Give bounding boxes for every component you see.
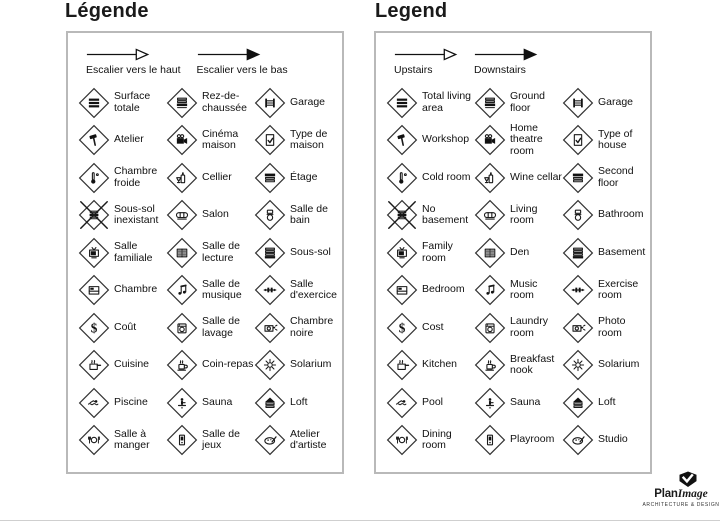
legend-item-second-floor (562, 159, 648, 197)
page-bottom-edge (0, 520, 720, 521)
legend-item-label: Total living area (422, 90, 472, 114)
legend-grid-french (68, 76, 342, 459)
legend-item-exercise-room (254, 272, 340, 310)
legend-item-label: Garage (290, 95, 326, 108)
legend-item-home-theatre (474, 122, 562, 160)
legend-item-label: Chambre noire (290, 315, 334, 339)
legend-item-breakfast-nook (166, 347, 254, 385)
legend-panel-french (66, 31, 344, 474)
legend-item-label: Salle de lavage (202, 315, 240, 339)
legend-item-label: Sous-sol inexistant (114, 202, 159, 227)
legend-item-living-room (474, 197, 562, 235)
legend-item-label: Laundry room (510, 315, 548, 339)
living-room-icon (166, 199, 198, 231)
legend-item-second-floor (254, 159, 340, 197)
home-theatre-icon (166, 124, 198, 156)
legend-item-loft (562, 384, 648, 422)
legend-item-label: Cellier (202, 170, 232, 183)
legend-item-label: Cinéma maison (202, 127, 239, 152)
dining-room-icon (78, 424, 110, 456)
stair-arrow-up (394, 48, 458, 76)
legend-item-label: Ground floor (510, 90, 546, 114)
legend-item-family-room (386, 234, 474, 272)
ground-floor-icon (166, 87, 198, 119)
arrow-label: Downstairs (474, 64, 526, 76)
legend-item-label: Pool (422, 395, 444, 408)
total-area-icon (78, 87, 110, 119)
legend-item-label: Salle à manger (114, 427, 150, 452)
legend-item-dining-room (78, 422, 166, 460)
arrow-label: Escalier vers le bas (196, 64, 288, 76)
bathroom-icon (562, 199, 594, 231)
legend-item-label: Salle familiale (114, 240, 153, 264)
legend-item-den (474, 234, 562, 272)
legend-item-solarium (562, 347, 648, 385)
legend-item-no-basement (386, 197, 474, 235)
legend-item-bedroom (386, 272, 474, 310)
bedroom-icon (386, 274, 418, 306)
workshop-icon (78, 124, 110, 156)
legend-item-label: Chambre (114, 283, 158, 296)
legend-item-ground-floor (166, 84, 254, 122)
family-room-icon (386, 237, 418, 269)
stair-arrow-down (474, 48, 538, 76)
legend-item-label: Exercise room (598, 277, 639, 302)
legend-item-label: Cost (422, 320, 444, 333)
svg-text:$: $ (398, 320, 406, 336)
open-arrow-icon (394, 48, 458, 61)
legend-item-family-room (78, 234, 166, 272)
cold-room-icon (78, 162, 110, 194)
legend-grid-english (376, 76, 650, 459)
legend-item-total-area (78, 84, 166, 122)
arrow-label: Upstairs (394, 64, 433, 76)
legend-item-laundry-room (474, 309, 562, 347)
legend-item-label: Wine cellar (510, 170, 562, 183)
legend-item-label: Garage (598, 95, 634, 108)
pool-icon (386, 387, 418, 419)
sauna-icon (474, 387, 506, 419)
legend-item-label: Salle d'exercice (290, 277, 337, 302)
playroom-icon (166, 424, 198, 456)
legend-item-wine-cellar (166, 159, 254, 197)
kitchen-icon (386, 349, 418, 381)
planimage-logo (644, 471, 718, 508)
legend-item-label: Bathroom (598, 208, 644, 221)
legend-item-label: Loft (290, 395, 308, 408)
legend-item-ground-floor (474, 84, 562, 122)
second-floor-icon (254, 162, 286, 194)
legend-item-label: No basement (422, 202, 469, 227)
workshop-icon (386, 124, 418, 156)
legend-item-sauna (166, 384, 254, 422)
legend-item-garage (562, 84, 648, 122)
legend-item-solarium (254, 347, 340, 385)
filled-arrow-icon (474, 48, 538, 61)
stair-arrows-french (68, 33, 342, 76)
solarium-icon (254, 349, 286, 381)
legend-item-label: Surface totale (114, 90, 151, 114)
bathroom-icon (254, 199, 286, 231)
garage-icon (562, 87, 594, 119)
legend-item-label: Dining room (422, 427, 452, 452)
legend-item-photo-room (254, 309, 340, 347)
legend-item-house-type (254, 122, 340, 160)
den-icon (474, 237, 506, 269)
legend-item-music-room (474, 272, 562, 310)
legend-item-label: Salle de musique (202, 277, 242, 302)
exercise-room-icon (254, 274, 286, 306)
legend-item-label: Den (510, 245, 530, 258)
legend-item-label: Workshop (422, 133, 470, 146)
legend-item-breakfast-nook (474, 347, 562, 385)
legend-item-label: Rez-de-chaussée (202, 90, 247, 114)
legend-item-pool (78, 384, 166, 422)
second-floor-icon (562, 162, 594, 194)
logo-wordmark (654, 489, 708, 501)
legend-item-cold-room (78, 159, 166, 197)
legend-item-label: Salon (202, 208, 229, 221)
legend-item-label: Chambre froide (114, 165, 158, 189)
logo-tagline: ARCHITECTURE & DESIGN (642, 501, 720, 508)
legend-item-label: Type of house (598, 127, 633, 152)
legend-item-sauna (474, 384, 562, 422)
legend-item-label: Cold room (422, 170, 471, 183)
legend-item-laundry-room (166, 309, 254, 347)
legend-item-basement (254, 234, 340, 272)
legend-item-label: Atelier (114, 133, 144, 146)
legend-item-studio (254, 422, 340, 460)
open-arrow-icon (86, 48, 150, 61)
wine-cellar-icon (166, 162, 198, 194)
legend-item-label: Second floor (598, 165, 634, 189)
legend-item-label: Atelier d'artiste (290, 427, 327, 452)
legend-item-home-theatre (166, 122, 254, 160)
legend-item-label: Salle de lecture (202, 240, 240, 264)
legend-item-label: Sous-sol (290, 245, 331, 258)
legend-item-label: Sauna (202, 395, 233, 408)
legend-item-living-room (166, 197, 254, 235)
legend-item-kitchen (386, 347, 474, 385)
kitchen-icon (78, 349, 110, 381)
legend-panel-english (374, 31, 652, 474)
legend-item-label: Coin-repas (202, 358, 254, 371)
planimage-logo-icon (677, 471, 699, 488)
legend-item-label: Basement (598, 245, 646, 258)
legend-item-label: Étage (290, 170, 318, 183)
laundry-room-icon (474, 312, 506, 344)
music-room-icon (166, 274, 198, 306)
total-area-icon (386, 87, 418, 119)
basement-icon (254, 237, 286, 269)
legend-item-playroom (166, 422, 254, 460)
photo-room-icon (562, 312, 594, 344)
legend-item-garage (254, 84, 340, 122)
legend-item-house-type (562, 122, 648, 160)
music-room-icon (474, 274, 506, 306)
legend-item-label: Salle de jeux (202, 427, 240, 452)
legend-item-label: Studio (598, 433, 628, 446)
page-title-english: Legend (375, 0, 448, 22)
page-title-french: Légende (65, 0, 149, 22)
legend-item-label: Loft (598, 395, 616, 408)
legend-item-label: Kitchen (422, 358, 458, 371)
legend-item-label: Type de maison (290, 127, 328, 152)
legend-item-label: Sauna (510, 395, 541, 408)
legend-item-label: Family room (422, 240, 453, 264)
legend-item-no-basement (78, 197, 166, 235)
wine-cellar-icon (474, 162, 506, 194)
legend-item-bathroom (254, 197, 340, 235)
dining-room-icon (386, 424, 418, 456)
legend-item-label: Solarium (598, 358, 640, 371)
loft-icon (562, 387, 594, 419)
ground-floor-icon (474, 87, 506, 119)
home-theatre-icon (474, 124, 506, 156)
legend-item-label: Music room (510, 277, 538, 302)
legend-item-label: Bedroom (422, 283, 465, 296)
legend-item-workshop (386, 122, 474, 160)
laundry-room-icon (166, 312, 198, 344)
pool-icon (78, 387, 110, 419)
legend-item-photo-room (562, 309, 648, 347)
legend-item-playroom (474, 422, 562, 460)
legend-item-exercise-room (562, 272, 648, 310)
stair-arrow-down (197, 48, 288, 76)
legend-item-label: Living room (510, 202, 538, 227)
stair-arrow-up (86, 48, 181, 76)
studio-icon (562, 424, 594, 456)
breakfast-nook-icon (166, 349, 198, 381)
living-room-icon (474, 199, 506, 231)
playroom-icon (474, 424, 506, 456)
legend-item-loft (254, 384, 340, 422)
legend-item-studio (562, 422, 648, 460)
solarium-icon (562, 349, 594, 381)
logo-brand-italic: Image (677, 488, 708, 500)
sauna-icon (166, 387, 198, 419)
legend-item-cost (386, 309, 474, 347)
filled-arrow-icon (197, 48, 261, 61)
legend-item-label: Coût (114, 320, 137, 333)
legend-item-total-area (386, 84, 474, 122)
legend-item-bathroom (562, 197, 648, 235)
legend-item-wine-cellar (474, 159, 562, 197)
cold-room-icon (386, 162, 418, 194)
logo-brand-bold: Plan (654, 488, 678, 500)
legend-item-label: Playroom (510, 433, 555, 446)
studio-icon (254, 424, 286, 456)
exercise-room-icon (562, 274, 594, 306)
legend-item-kitchen (78, 347, 166, 385)
legend-item-label: Photo room (598, 315, 626, 339)
legend-item-cold-room (386, 159, 474, 197)
bedroom-icon (78, 274, 110, 306)
photo-room-icon (254, 312, 286, 344)
legend-item-label: Home theatre room (510, 121, 543, 158)
legend-item-bedroom (78, 272, 166, 310)
house-type-icon (562, 124, 594, 156)
legend-item-cost (78, 309, 166, 347)
garage-icon (254, 87, 286, 119)
house-type-icon (254, 124, 286, 156)
legend-item-den (166, 234, 254, 272)
basement-icon (562, 237, 594, 269)
legend-item-music-room (166, 272, 254, 310)
breakfast-nook-icon (474, 349, 506, 381)
legend-item-label: Solarium (290, 358, 332, 371)
legend-item-label: Salle de bain (290, 202, 328, 227)
legend-item-basement (562, 234, 648, 272)
cost-icon (78, 312, 110, 344)
no-basement-icon (386, 199, 418, 231)
stair-arrows-english (376, 33, 650, 76)
legend-item-label: Cuisine (114, 358, 150, 371)
family-room-icon (78, 237, 110, 269)
loft-icon (254, 387, 286, 419)
legend-item-label: Piscine (114, 395, 148, 408)
no-basement-icon (78, 199, 110, 231)
arrow-label: Escalier vers le haut (86, 64, 181, 76)
cost-icon (386, 312, 418, 344)
legend-item-pool (386, 384, 474, 422)
legend-item-label: Breakfast nook (510, 352, 555, 377)
legend-item-dining-room (386, 422, 474, 460)
den-icon (166, 237, 198, 269)
legend-item-workshop (78, 122, 166, 160)
svg-text:$: $ (90, 320, 98, 336)
